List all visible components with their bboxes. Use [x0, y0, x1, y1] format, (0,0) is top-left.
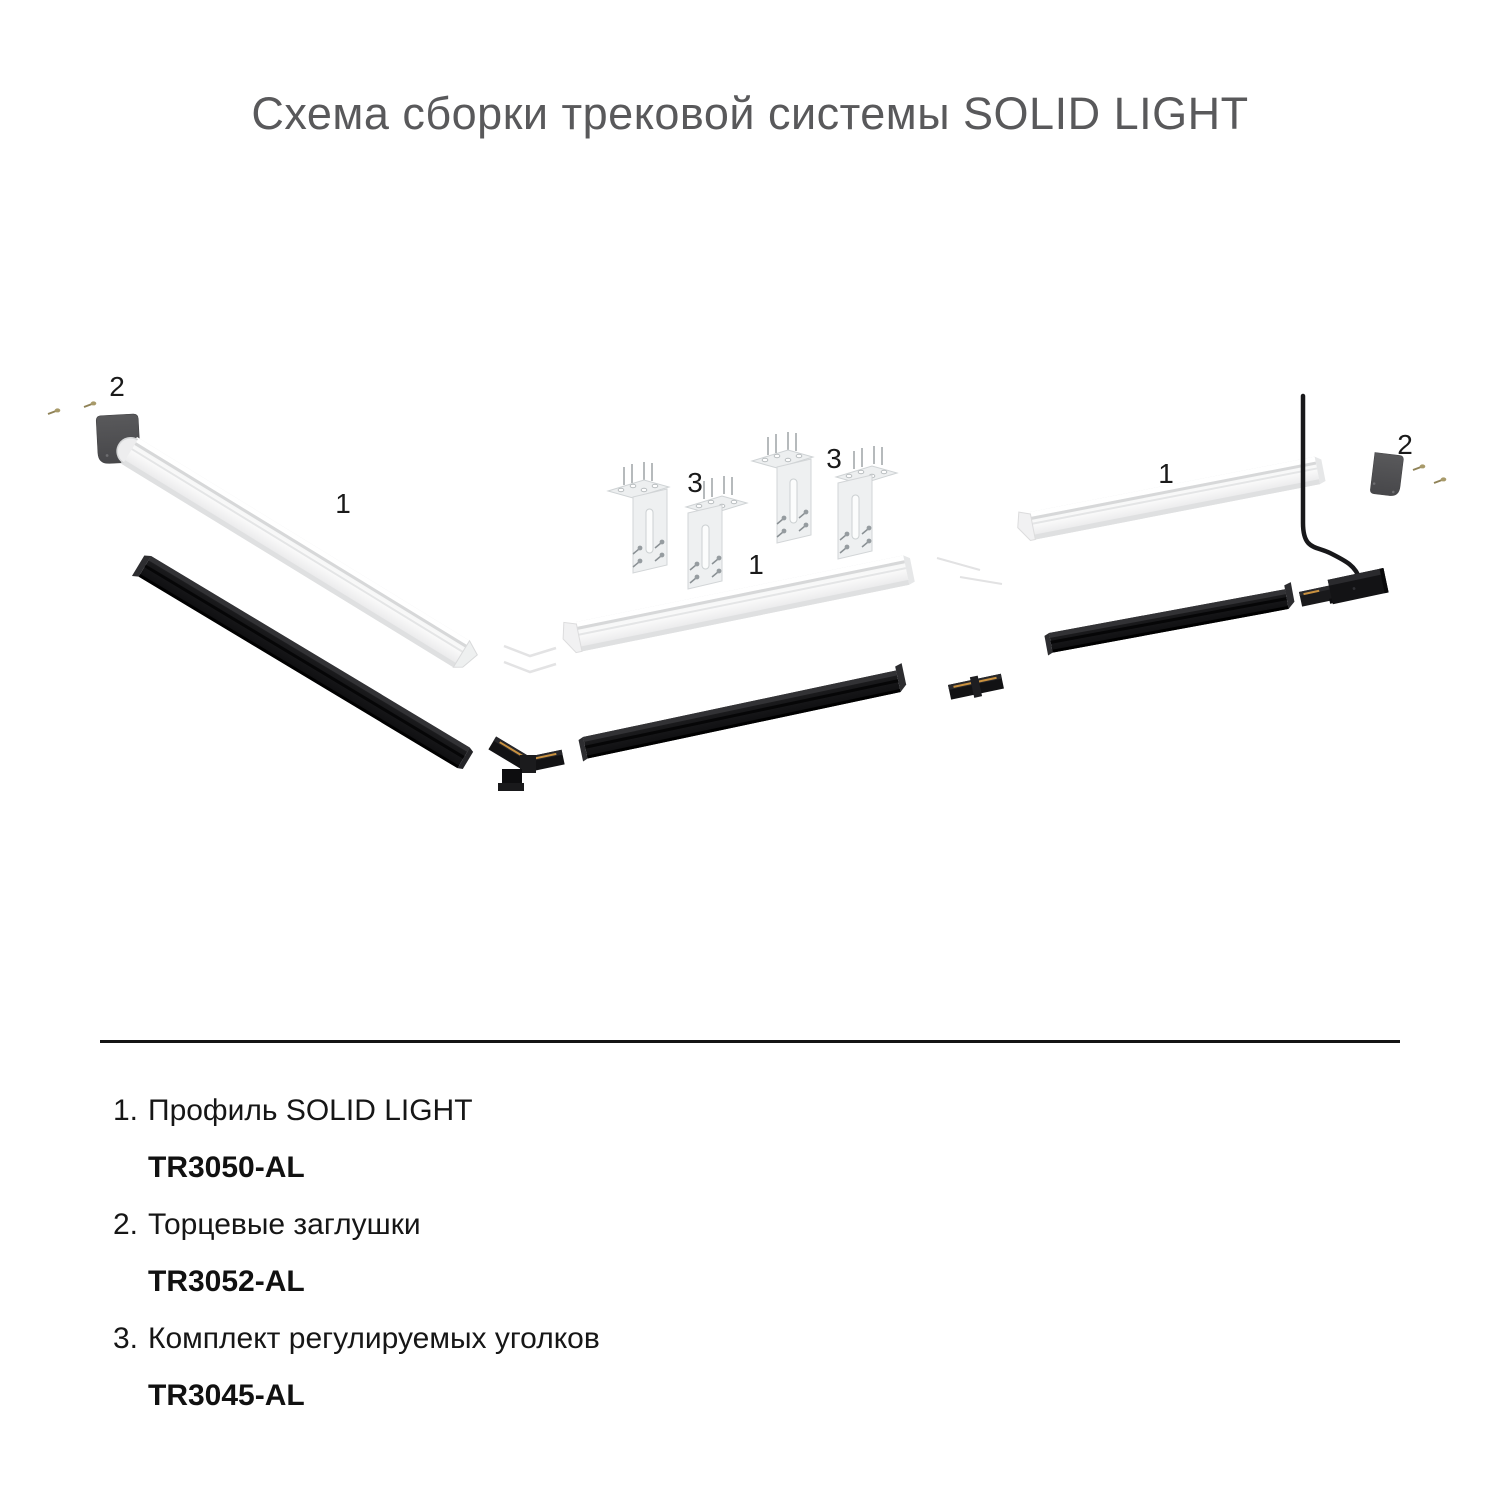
middle-profile — [560, 552, 915, 654]
parts-list — [113, 1082, 1313, 1424]
part-name: Профиль SOLID LIGHT — [148, 1093, 473, 1127]
power-feed-box — [1328, 568, 1389, 604]
callout-left-profile: 1 — [335, 488, 351, 519]
callout-left-end-cap: 2 — [109, 371, 125, 402]
callout-right-profile: 1 — [1158, 458, 1174, 489]
left-profile — [111, 431, 481, 675]
screw — [48, 408, 60, 414]
power-feed-cable — [1303, 396, 1360, 580]
corner-track-connector — [488, 737, 564, 791]
straight-profile-connector — [937, 558, 1002, 584]
part-name-row — [113, 1310, 1313, 1367]
callout-middle-profile: 1 — [748, 549, 764, 580]
part-name-row — [113, 1082, 1313, 1139]
callout-left-bracket-pair: 3 — [687, 467, 703, 498]
page-title: Схема сборки трековой системы SOLID LIGHT — [251, 88, 1249, 139]
straight-track-connector — [947, 671, 1004, 703]
part-code: TR3050-AL — [148, 1150, 305, 1184]
mounting-bracket — [608, 462, 669, 573]
corner-profile-connector — [504, 646, 556, 672]
mounting-bracket — [836, 446, 897, 559]
left-track — [132, 553, 474, 773]
part-number: 2. — [113, 1207, 139, 1241]
screw — [1434, 477, 1446, 483]
part-name: Комплект регулируемых уголков — [148, 1321, 600, 1355]
divider — [100, 1040, 1400, 1043]
part-code: TR3052-AL — [148, 1264, 305, 1298]
part-number: 3. — [113, 1321, 139, 1355]
screw — [84, 401, 96, 407]
right-track — [1043, 582, 1296, 655]
callout-right-bracket-pair: 3 — [826, 443, 842, 474]
callout-right-end-cap: 2 — [1397, 429, 1413, 460]
part-name: Торцевые заглушки — [148, 1207, 421, 1241]
mounting-bracket — [752, 432, 813, 543]
part-name-row — [113, 1196, 1313, 1253]
part-code: TR3045-AL — [148, 1378, 305, 1412]
screw — [1413, 464, 1425, 470]
part-number: 1. — [113, 1093, 139, 1127]
middle-track — [577, 663, 908, 761]
